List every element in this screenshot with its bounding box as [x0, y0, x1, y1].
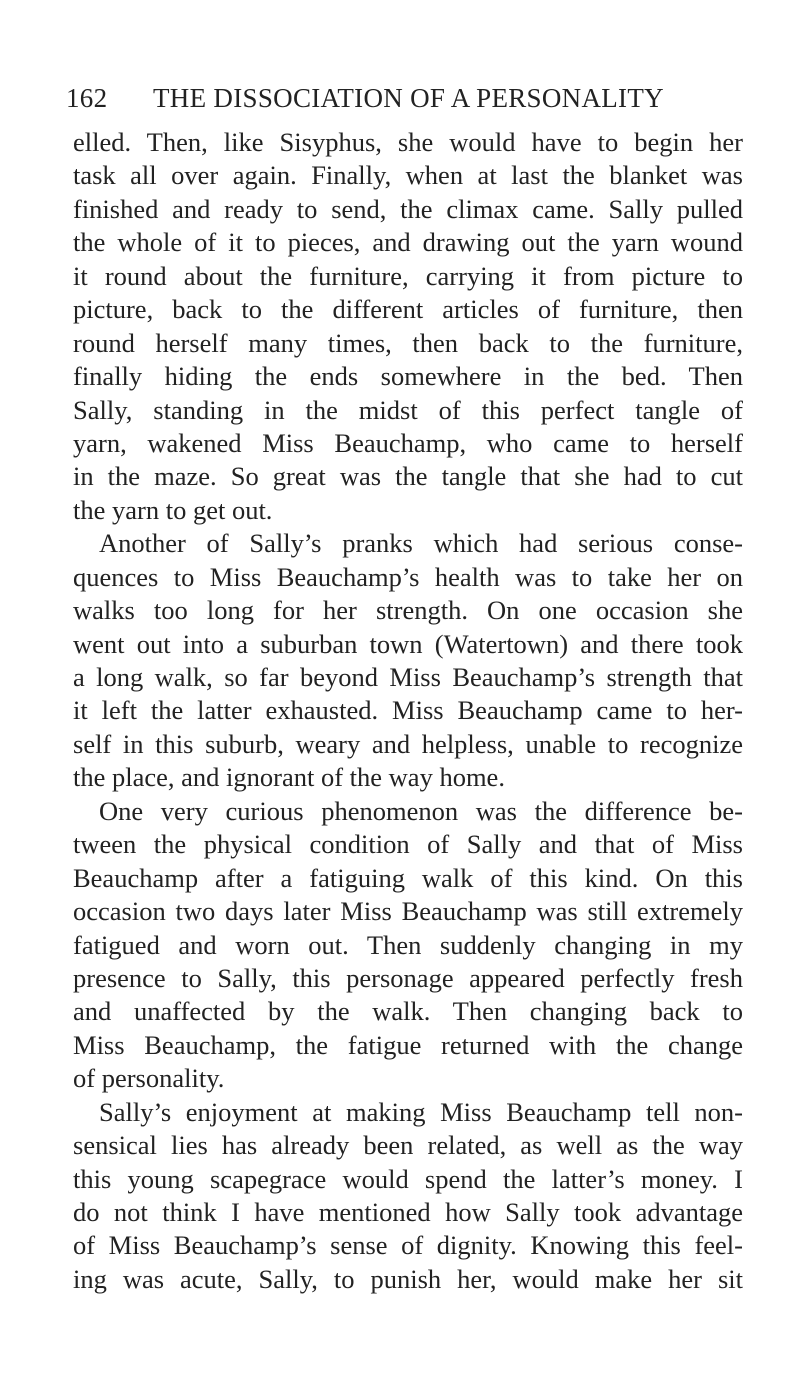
text-line: it left the latter exhausted. Miss Beauchamp came to her- [73, 695, 743, 726]
text-line: the place, and ignorant of the way home. [73, 762, 505, 793]
text-line: sensical lies has already been related, as well as the way [73, 1130, 743, 1161]
body-text [73, 126, 743, 1296]
text-line: ing was acute, Sally, to punish her, would make her sit [73, 1263, 743, 1294]
text-line: of personality. [73, 1063, 225, 1094]
running-title: THE DISSOCIATION OF A PERSONALITY [153, 83, 664, 113]
text-line: tween the physical condition of Sally and that of Miss [73, 829, 743, 860]
text-line: finally hiding the ends somewhere in the bed. Then [73, 361, 743, 392]
text-line: this young scapegrace would spend the latter’s money. I [73, 1163, 743, 1194]
text-line: went out into a suburban town (Watertown) and there took [73, 628, 743, 659]
running-head [66, 78, 736, 118]
text-line: picture, back to the different articles of furniture, then [73, 294, 743, 325]
text-line: task all over again. Finally, when at last the blanket was [73, 160, 743, 191]
text-line: yarn, wakened Miss Beauchamp, who came to herself [73, 427, 743, 458]
text-line: it round about the furniture, carrying it from picture to [73, 260, 743, 291]
page-number: 162 [66, 83, 108, 113]
text-line: Another of Sally’s pranks which had serious conse- [99, 528, 743, 559]
text-line: do not think I have mentioned how Sally took advantage [73, 1197, 743, 1227]
text-line: the whole of it to pieces, and drawing out the yarn wound [73, 227, 743, 258]
text-line: of Miss Beauchamp’s sense of dignity. Knowing this feel- [73, 1230, 743, 1261]
text-line: self in this suburb, weary and helpless, unable to recognize [73, 728, 743, 759]
text-line: occasion two days later Miss Beauchamp was still extremely [73, 896, 743, 927]
text-line: Beauchamp after a fatiguing walk of this kind. On this [73, 862, 743, 893]
text-line: in the maze. So great was the tangle that she had to cut [73, 461, 743, 492]
text-line: Miss Beauchamp, the fatigue returned with the change [73, 1029, 743, 1060]
text-line: the yarn to get out. [73, 494, 273, 525]
text-line: and unaffected by the walk. Then changing back to [73, 996, 743, 1027]
text-line: elled. Then, like Sisyphus, she would have to begin her [73, 127, 743, 157]
text-line: Sally’s enjoyment at making Miss Beauchamp tell non- [99, 1096, 743, 1127]
text-line: round herself many times, then back to the furniture, [73, 327, 743, 358]
text-line: finished and ready to send, the climax came. Sally pulled [73, 193, 743, 224]
text-line: Sally, standing in the midst of this perfect tangle of [73, 394, 743, 425]
text-line: presence to Sally, this personage appeared perfectly fresh [73, 962, 743, 993]
text-line: walks too long for her strength. On one occasion she [73, 595, 743, 626]
text-line: a long walk, so far beyond Miss Beauchamp’s strength that [73, 662, 743, 692]
text-line: One very curious phenomenon was the difference be- [99, 795, 743, 826]
text-line: fatigued and worn out. Then suddenly changing in my [73, 929, 743, 960]
text-line: quences to Miss Beauchamp’s health was to take her on [73, 561, 743, 592]
